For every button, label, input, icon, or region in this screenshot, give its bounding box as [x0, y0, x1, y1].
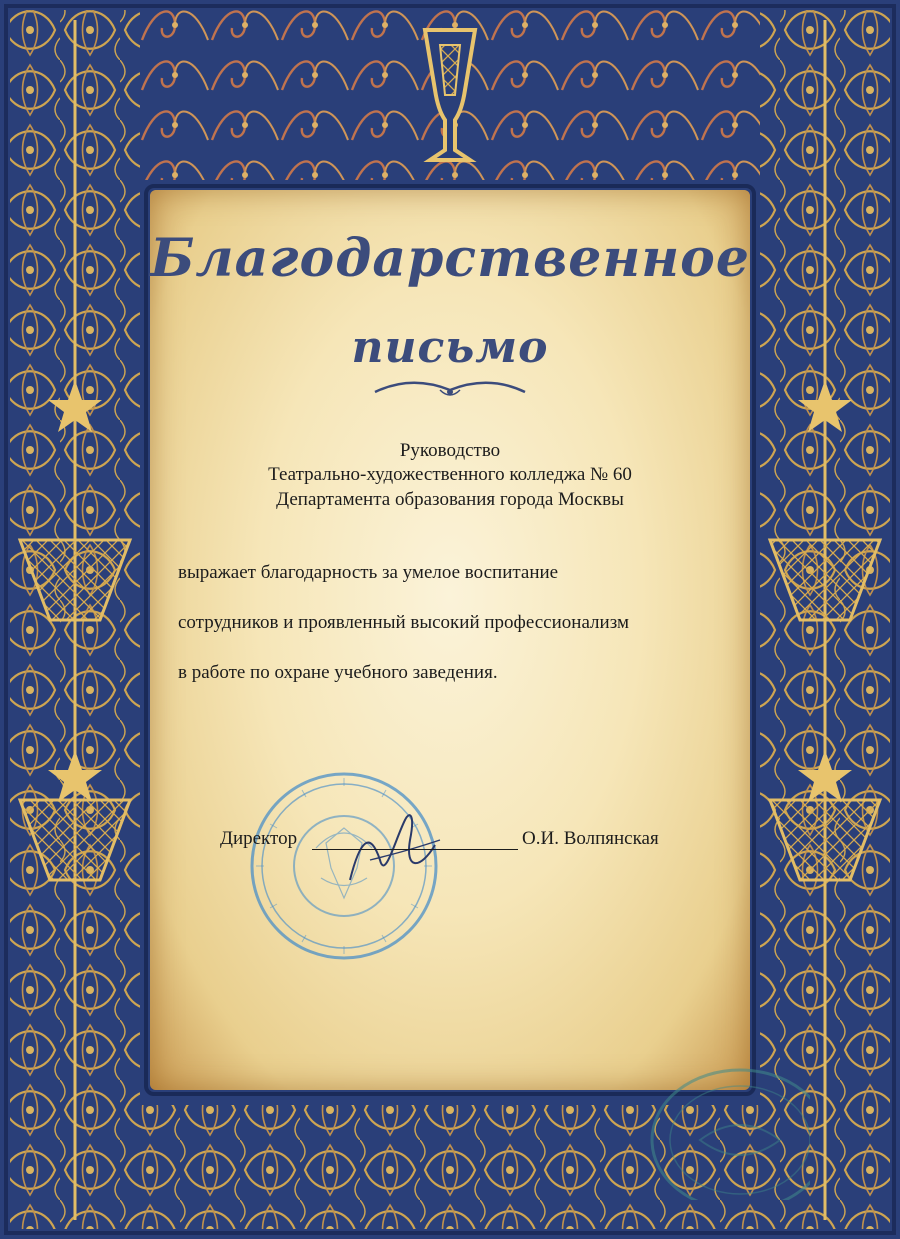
director-name: О.И. Волпянская	[522, 828, 659, 849]
body-line-2: сотрудников и проявленный высокий профессионализм	[178, 612, 629, 633]
handwritten-signature-icon	[340, 800, 450, 900]
issuer-line-3: Департамента образования города Москвы	[276, 489, 624, 510]
issuer-line-2: Театрально-художественного колледжа № 60	[268, 464, 632, 485]
body-line-3: в работе по охране учебного заведения.	[178, 662, 498, 683]
signature-line	[312, 849, 518, 850]
security-stamp-icon	[640, 1050, 810, 1200]
director-title: Директор	[220, 828, 298, 849]
title-line-2: письмо	[351, 322, 549, 373]
title-flourish-icon	[370, 376, 530, 400]
body-line-1: выражает благодарность за умелое воспитание	[178, 562, 559, 583]
title-line-1: Благодарственное	[150, 228, 750, 289]
issuer-line-1: Руководство	[399, 440, 501, 461]
